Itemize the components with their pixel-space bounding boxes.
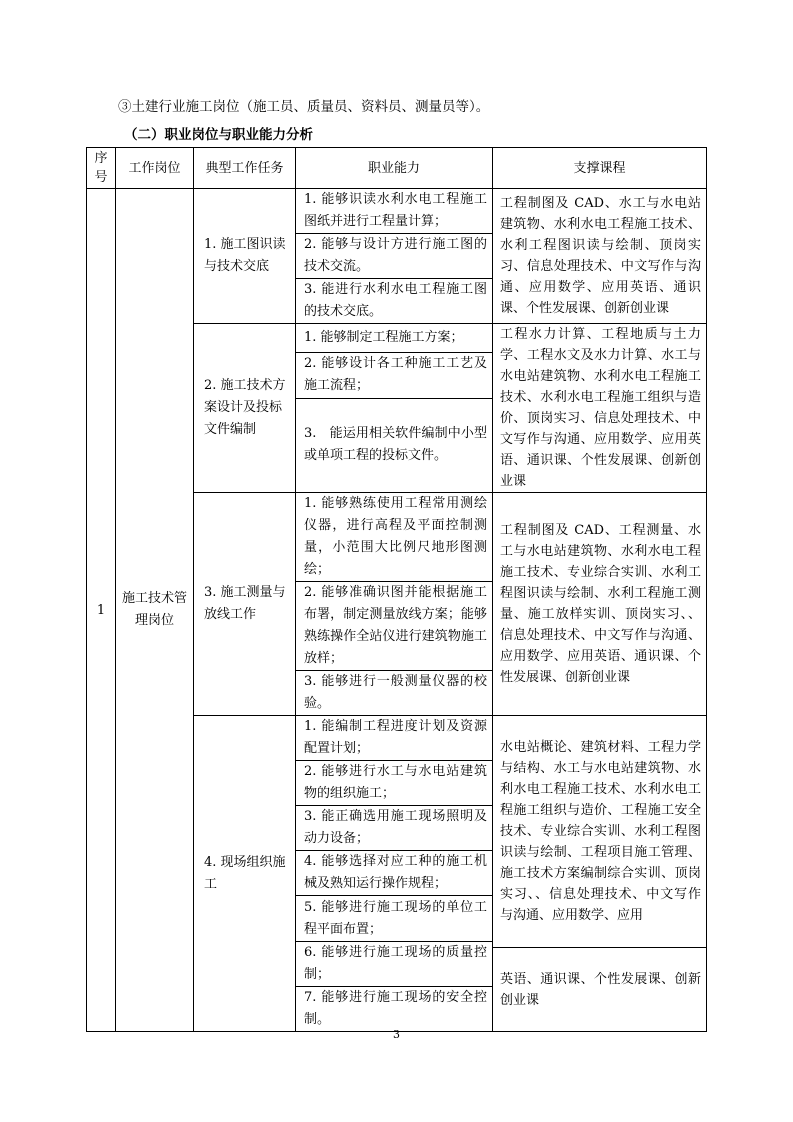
intro-line: ③土建行业施工岗位（施工员、质量员、资料员、测量员等）。 [118, 99, 490, 115]
ability-cell: 7. 能够进行施工现场的安全控制。 [296, 987, 493, 1032]
section-heading: （二）职业岗位与职业能力分析 [124, 127, 313, 143]
course-cell: 英语、通识课、个性发展课、创新创业课 [493, 948, 707, 1032]
ability-cell: 1. 能够制定工程施工方案； [296, 324, 493, 353]
course-cell: 工程水力计算、工程地质与土力学、工程水文及水力计算、水工与水电站建筑物、水利水电工程施工技术、水利水电工程施工组织与造价、顶岗实习、信息处理技术、中文写作与沟通、应用数学、应用英语、通识课、个性发展课、创新创业课 [493, 324, 707, 493]
ability-cell: 2. 能够准确识图并能根据施工布署，制定测量放线方案；能够熟练操作全站仪进行建筑物施工放样； [296, 582, 493, 671]
ability-cell: 3. 能运用相关软件编制中小型或单项工程的投标文件。 [296, 398, 493, 492]
header-number: 序号 [87, 148, 116, 189]
ability-table [86, 147, 707, 1032]
ability-cell: 1. 能编制工程进度计划及资源配置计划； [296, 716, 493, 761]
header-post: 工作岗位 [116, 148, 194, 189]
ability-cell: 4. 能够选择对应工种的施工机械及熟知运行操作规程； [296, 851, 493, 896]
ability-cell: 2. 能够设计各工种施工工艺及施工流程； [296, 352, 493, 398]
header-task: 典型工作任务 [194, 148, 296, 189]
ability-cell: 3. 能够进行一般测量仪器的校验。 [296, 671, 493, 716]
ability-cell: 3. 能正确选用施工现场照明及动力设备； [296, 806, 493, 851]
task-name: 1. 施工图识读与技术交底 [194, 189, 296, 324]
table-row [87, 189, 707, 234]
ability-cell: 2. 能够与设计方进行施工图的技术交流。 [296, 234, 493, 279]
ability-cell: 5. 能够进行施工现场的单位工程平面布置； [296, 896, 493, 942]
page-number: 3 [393, 1028, 400, 1041]
task-name: 2. 施工技术方案设计及投标文件编制 [194, 324, 296, 493]
ability-cell: 3. 能进行水利水电工程施工图的技术交底。 [296, 279, 493, 324]
ability-cell: 6. 能够进行施工现场的质量控制； [296, 942, 493, 987]
table-header-row [87, 148, 707, 189]
course-cell: 水电站概论、建筑材料、工程力学与结构、水工与水电站建筑物、水利水电工程施工技术、水利水电工程施工组织与造价、工程施工安全技术、专业综合实训、水利工程图识读与绘制、工程项目施工管理、施工技术方案编制综合实训、顶岗实习、、信息处理技术、中文写作与沟通、应用数学、应用 [493, 716, 707, 948]
ability-cell: 2. 能够进行水工与水电站建筑物的组织施工； [296, 761, 493, 806]
ability-cell: 1. 能够识读水利水电工程施工图纸并进行工程量计算； [296, 189, 493, 234]
header-course: 支撑课程 [493, 148, 707, 189]
course-cell: 工程制图及 CAD、工程测量、水工与水电站建筑物、水利水电工程施工技术、专业综合实训、水利工程图识读与绘制、水利工程施工测量、施工放样实训、顶岗实习、、信息处理技术、中文写作与沟通、应用数学、应用英语、通识课、个性发展课、创新创业课 [493, 493, 707, 716]
task-name: 4. 现场组织施工 [194, 716, 296, 1032]
post-name: 施工技术管理岗位 [116, 189, 194, 1032]
task-name: 3. 施工测量与放线工作 [194, 493, 296, 716]
header-ability: 职业能力 [296, 148, 493, 189]
ability-cell: 1. 能够熟练使用工程常用测绘仪器，进行高程及平面控制测量，小范围大比例尺地形图测绘； [296, 493, 493, 582]
course-cell: 工程制图及 CAD、水工与水电站建筑物、水利水电工程施工技术、水利工程图识读与绘制、顶岗实习、信息处理技术、中文写作与沟通、应用数学、应用英语、通识课、个性发展课、创新创业课 [493, 189, 707, 324]
row-number: 1 [87, 189, 116, 1032]
